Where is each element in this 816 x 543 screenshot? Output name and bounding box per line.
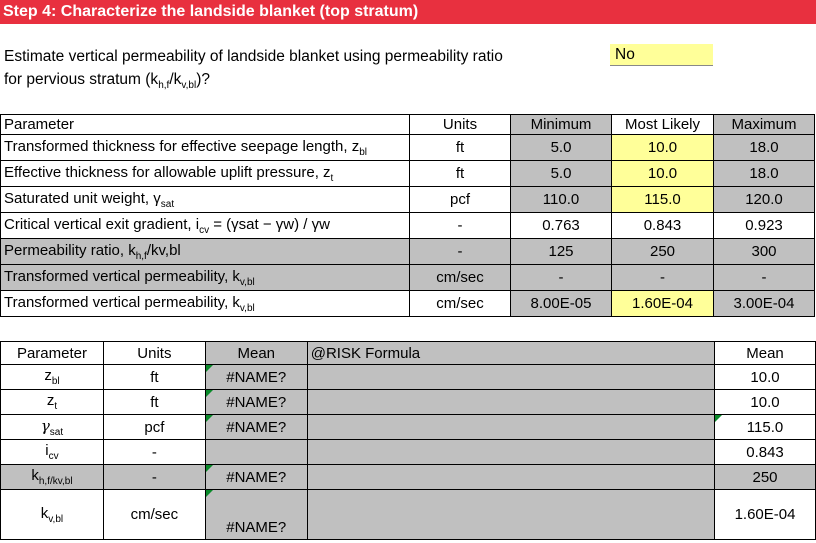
units-cell[interactable]: ft: [410, 161, 511, 187]
mean-cell[interactable]: #NAME?: [205, 415, 307, 440]
units-cell[interactable]: cm/sec: [103, 490, 205, 540]
header-parameter: Parameter: [1, 115, 410, 135]
most-likely-cell[interactable]: 10.0: [612, 161, 714, 187]
most-likely-cell[interactable]: -: [612, 265, 714, 291]
question-line-1: Estimate vertical permeability of landside blanket using permeability ratio: [4, 48, 503, 65]
maximum-cell[interactable]: 300: [714, 239, 815, 265]
units-cell[interactable]: -: [410, 213, 511, 239]
parameter-cell[interactable]: Transformed vertical permeability, $k_{v,bl}$: [1, 291, 410, 317]
mean-cell[interactable]: [205, 440, 307, 465]
header-maximum: Maximum: [714, 115, 815, 135]
maximum-cell[interactable]: 120.0: [714, 187, 815, 213]
mean-cell[interactable]: #NAME?: [205, 365, 307, 390]
header-mean: Mean: [205, 342, 307, 365]
symbol-cell[interactable]: $z_{bl}$: [1, 365, 104, 390]
header-most-likely: Most Likely: [612, 115, 714, 135]
minimum-cell[interactable]: 8.00E-05: [511, 291, 612, 317]
most-likely-cell[interactable]: 1.60E-04: [612, 291, 714, 317]
formula-cell[interactable]: [307, 490, 714, 540]
mean-result-cell[interactable]: 10.0: [715, 365, 816, 390]
table-row: [1, 239, 815, 265]
table2-header-row: [1, 342, 816, 365]
input-parameters-table: [0, 114, 815, 317]
minimum-cell[interactable]: 0.763: [511, 213, 612, 239]
symbol-cell[interactable]: $k_{v,bl}$: [1, 490, 104, 540]
table-row: [1, 135, 815, 161]
table-row: [1, 490, 816, 540]
parameter-cell[interactable]: Saturated unit weight, $\gamma_{sat}$: [1, 187, 410, 213]
header-minimum: Minimum: [511, 115, 612, 135]
table-row: [1, 390, 816, 415]
risk-formula-table: [0, 341, 816, 540]
minimum-cell[interactable]: 5.0: [511, 135, 612, 161]
units-cell[interactable]: pcf: [103, 415, 205, 440]
formula-cell[interactable]: [307, 415, 714, 440]
parameter-cell[interactable]: Effective thickness for allowable uplift pressure, $z_t$: [1, 161, 410, 187]
maximum-cell[interactable]: -: [714, 265, 815, 291]
maximum-cell[interactable]: 18.0: [714, 135, 815, 161]
header-units: Units: [103, 342, 205, 365]
most-likely-cell[interactable]: 0.843: [612, 213, 714, 239]
maximum-cell[interactable]: 18.0: [714, 161, 815, 187]
mean-result-cell[interactable]: 115.0: [715, 415, 816, 440]
minimum-cell[interactable]: 5.0: [511, 161, 612, 187]
units-cell[interactable]: pcf: [410, 187, 511, 213]
units-cell[interactable]: -: [103, 465, 205, 490]
parameter-cell[interactable]: Transformed vertical permeability, $k_{v,bl}$: [1, 265, 410, 291]
symbol-cell[interactable]: $z_t$: [1, 390, 104, 415]
permeability-ratio-answer-cell[interactable]: No: [610, 44, 713, 66]
table-row: [1, 440, 816, 465]
header-parameter: Parameter: [1, 342, 104, 365]
mean-result-cell[interactable]: 10.0: [715, 390, 816, 415]
units-cell[interactable]: cm/sec: [410, 265, 511, 291]
maximum-cell[interactable]: 3.00E-04: [714, 291, 815, 317]
formula-cell[interactable]: [307, 390, 714, 415]
mean-cell[interactable]: #NAME?: [205, 465, 307, 490]
header-risk-formula: @RISK Formula: [307, 342, 714, 365]
symbol-cell[interactable]: $k_{h,f/kv,bl}$: [1, 465, 104, 490]
permeability-question: [4, 45, 503, 97]
units-cell[interactable]: ft: [103, 365, 205, 390]
symbol-cell[interactable]: $\gamma_{sat}$: [1, 415, 104, 440]
most-likely-cell[interactable]: 115.0: [612, 187, 714, 213]
table-row: [1, 465, 816, 490]
table-row: [1, 415, 816, 440]
parameter-cell[interactable]: Permeability ratio, $k_{h,f}/kv,bl$: [1, 239, 410, 265]
table-row: [1, 187, 815, 213]
minimum-cell[interactable]: 125: [511, 239, 612, 265]
mean-cell[interactable]: #NAME?: [205, 490, 307, 540]
table-row: [1, 365, 816, 390]
most-likely-cell[interactable]: 250: [612, 239, 714, 265]
units-cell[interactable]: cm/sec: [410, 291, 511, 317]
formula-cell[interactable]: [307, 465, 714, 490]
units-cell[interactable]: -: [410, 239, 511, 265]
step-banner: Step 4: Characterize the landside blanket (top stratum): [0, 0, 816, 24]
units-cell[interactable]: ft: [410, 135, 511, 161]
units-cell[interactable]: -: [103, 440, 205, 465]
question-line-2: for pervious stratum $(k_{h,f}/k_{v,bl})$?: [4, 71, 210, 92]
symbol-cell[interactable]: $i_{cv}$: [1, 440, 104, 465]
formula-cell[interactable]: [307, 440, 714, 465]
parameter-cell[interactable]: Transformed thickness for effective seepage length, $z_{bl}$: [1, 135, 410, 161]
table-row: [1, 265, 815, 291]
most-likely-cell[interactable]: 10.0: [612, 135, 714, 161]
minimum-cell[interactable]: 110.0: [511, 187, 612, 213]
table-row: [1, 161, 815, 187]
minimum-cell[interactable]: -: [511, 265, 612, 291]
table1-header-row: [1, 115, 815, 135]
parameter-cell[interactable]: Critical vertical exit gradient, $i_{cv} = (\gamma sat - \gamma w) / \gamma w$: [1, 213, 410, 239]
units-cell[interactable]: ft: [103, 390, 205, 415]
mean-result-cell[interactable]: 0.843: [715, 440, 816, 465]
maximum-cell[interactable]: 0.923: [714, 213, 815, 239]
mean-cell[interactable]: #NAME?: [205, 390, 307, 415]
table-row: [1, 213, 815, 239]
header-units: Units: [410, 115, 511, 135]
table-row: [1, 291, 815, 317]
header-mean-result: Mean: [715, 342, 816, 365]
mean-result-cell[interactable]: 1.60E-04: [715, 490, 816, 540]
formula-cell[interactable]: [307, 365, 714, 390]
mean-result-cell[interactable]: 250: [715, 465, 816, 490]
